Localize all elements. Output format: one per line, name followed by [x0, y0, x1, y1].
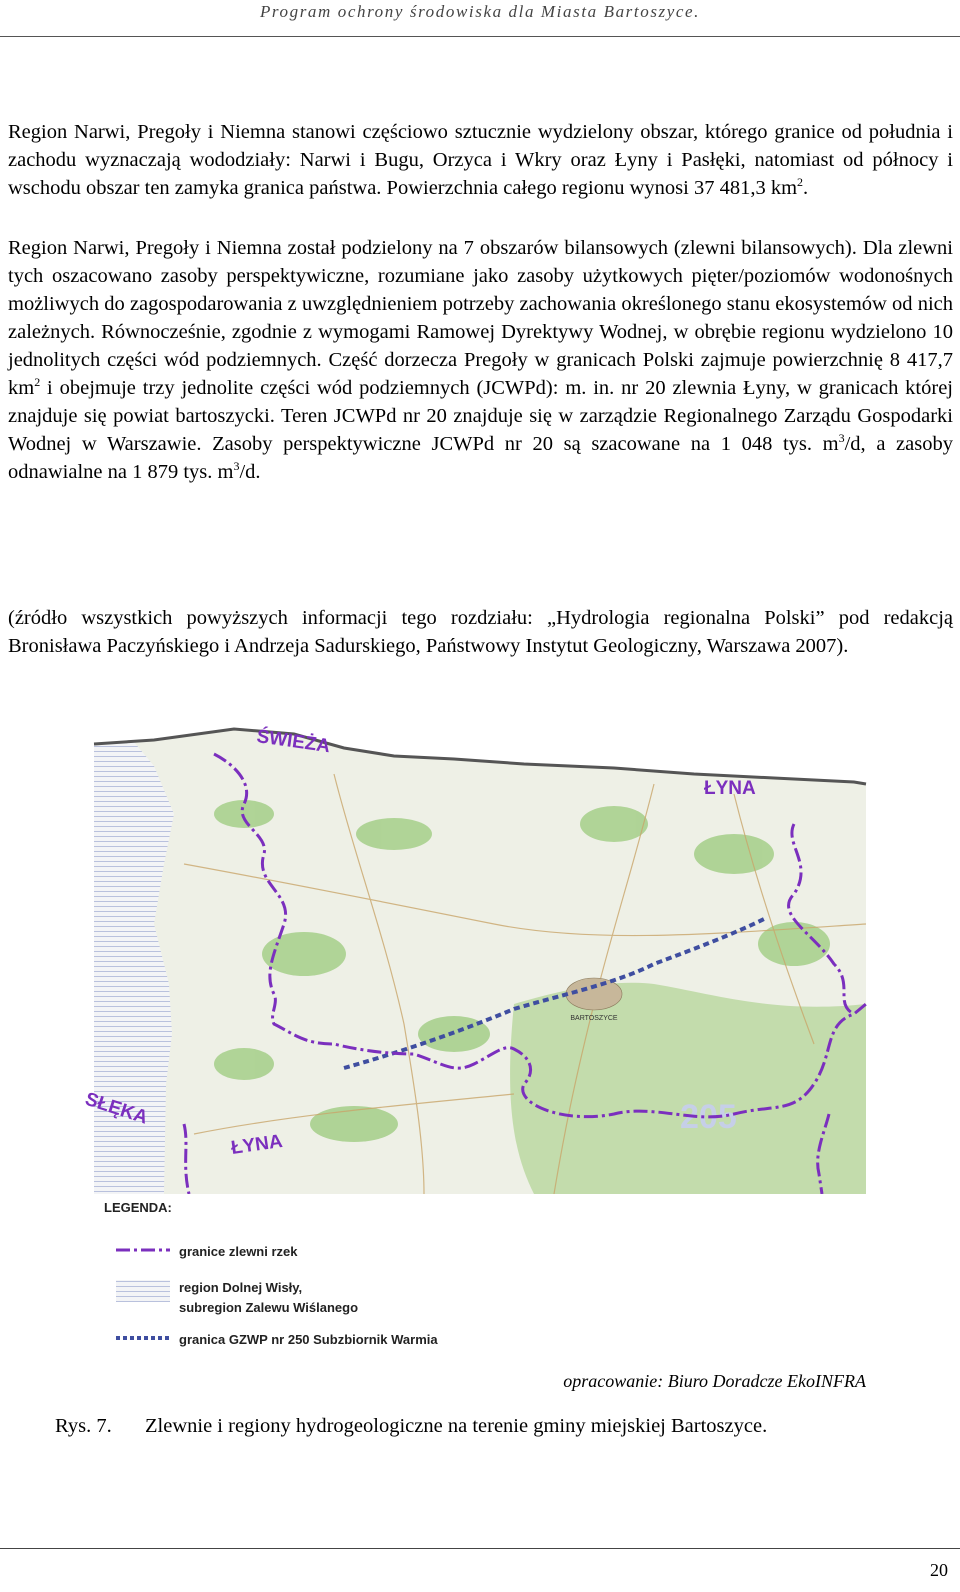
superscript: 3 — [233, 459, 240, 474]
legend-label-gzwp: granica GZWP nr 250 Subzbiornik Warmia — [179, 1332, 438, 1347]
map-hatched-area — [94, 742, 174, 1194]
paragraph-region-description — [8, 118, 953, 202]
river-label-swieza: ŚWIEŻA — [255, 726, 332, 758]
superscript: 3 — [838, 431, 845, 446]
paragraph-2-part-b: i obejmuje trzy jednolite części wód podziemnych (JCWPd): m. in. nr 20 zlewnia Łyny, w granicach której znajduje się powiat bartoszycki. Teren JCWPd nr 20 znajduje się w zarządzie Regionalnego Zarządu Gospodarki Wodnej w Warszawie. Zasoby perspektywiczne JCWPd nr 20 są szacowane na 1 048 tys. m — [8, 377, 953, 455]
paragraph-balance-areas — [8, 234, 953, 486]
paragraph-2-part-c: /d, a zasoby odnawialne na 1 879 tys. m — [8, 433, 953, 483]
map-credit: opracowanie: Biuro Doradcze EkoINFRA — [563, 1371, 866, 1391]
page-header-title: Program ochrony środowiska dla Miasta Bartoszyce. — [259, 2, 701, 21]
paragraph-1-text: Region Narwi, Pregoły i Niemna stanowi częściowo sztucznie wydzielony obszar, którego granice od południa i zachodu wyznaczają wododziały: Narwi i Bugu, Orzyca i Wkry oraz Łyny i Pasłęki, natomiast od północy i wschodu obszar ten zamyka granica państwa. Powierzchnia całego regionu wynosi 37 481,3 km — [8, 121, 953, 199]
legend-swatch-region — [116, 1280, 170, 1302]
river-label-sleka: SŁĘKA — [82, 1088, 151, 1129]
footer-divider — [0, 1548, 960, 1549]
legend-label-region-1: region Dolnej Wisły, — [179, 1280, 303, 1295]
superscript: 2 — [797, 175, 804, 190]
figure-caption — [55, 1415, 767, 1438]
page-number: 20 — [930, 1560, 948, 1580]
legend-label-basin: granice zlewni rzek — [179, 1244, 298, 1259]
river-label-lyna-south: ŁYNA — [229, 1130, 284, 1159]
figure-caption-text: Zlewnie i regiony hydrogeologiczne na terenie gminy miejskiej Bartoszyce. — [145, 1415, 768, 1437]
paragraph-1-tail: . — [803, 177, 809, 199]
hydrogeology-map — [82, 704, 866, 1370]
river-label-lyna-north: ŁYNA — [704, 778, 756, 799]
paragraph-2-part-d: /d. — [239, 461, 261, 483]
legend-label-region-2: subregion Zalewu Wiślanego — [179, 1300, 359, 1315]
paragraph-2-part-a: Region Narwi, Pregoły i Niemna został podzielony na 7 obszarów bilansowych (zlewni bilansowych). Dla zlewni tych oszacowano zasoby perspektywiczne, rozumiane jako zasoby użytkowych pięter/poziomów wodonośnych możliwych do zagospodarowania z uwzględnieniem potrzeby zachowania określonego stanu ekosystemów od nich zależnych. Równocześnie, zgodnie z wymogami Ramowej Dyrektywy Wodnej, w obrębie regionu wydzielono 10 jednolitych części wód podziemnych. Część dorzecza Pregoły w granicach Polski zajmuje powierzchnię 8 417,7 km — [8, 237, 953, 399]
legend-title: LEGENDA: — [104, 1200, 172, 1215]
zone-number-label: 205 — [680, 1098, 737, 1136]
town-label: BARTOSZYCE — [570, 1015, 618, 1022]
header-divider — [0, 36, 960, 37]
superscript: 2 — [34, 375, 41, 390]
paragraph-source-note: (źródło wszystkich powyższych informacji tego rozdziału: „Hydrologia regionalna Polski” pod redakcją Bronisława Paczyńskiego i Andrzeja Sadurskiego, Państwowy Instytut Geologiczny, Warszawa 2007). — [8, 607, 953, 657]
figure-number: Rys. 7. — [55, 1415, 112, 1437]
